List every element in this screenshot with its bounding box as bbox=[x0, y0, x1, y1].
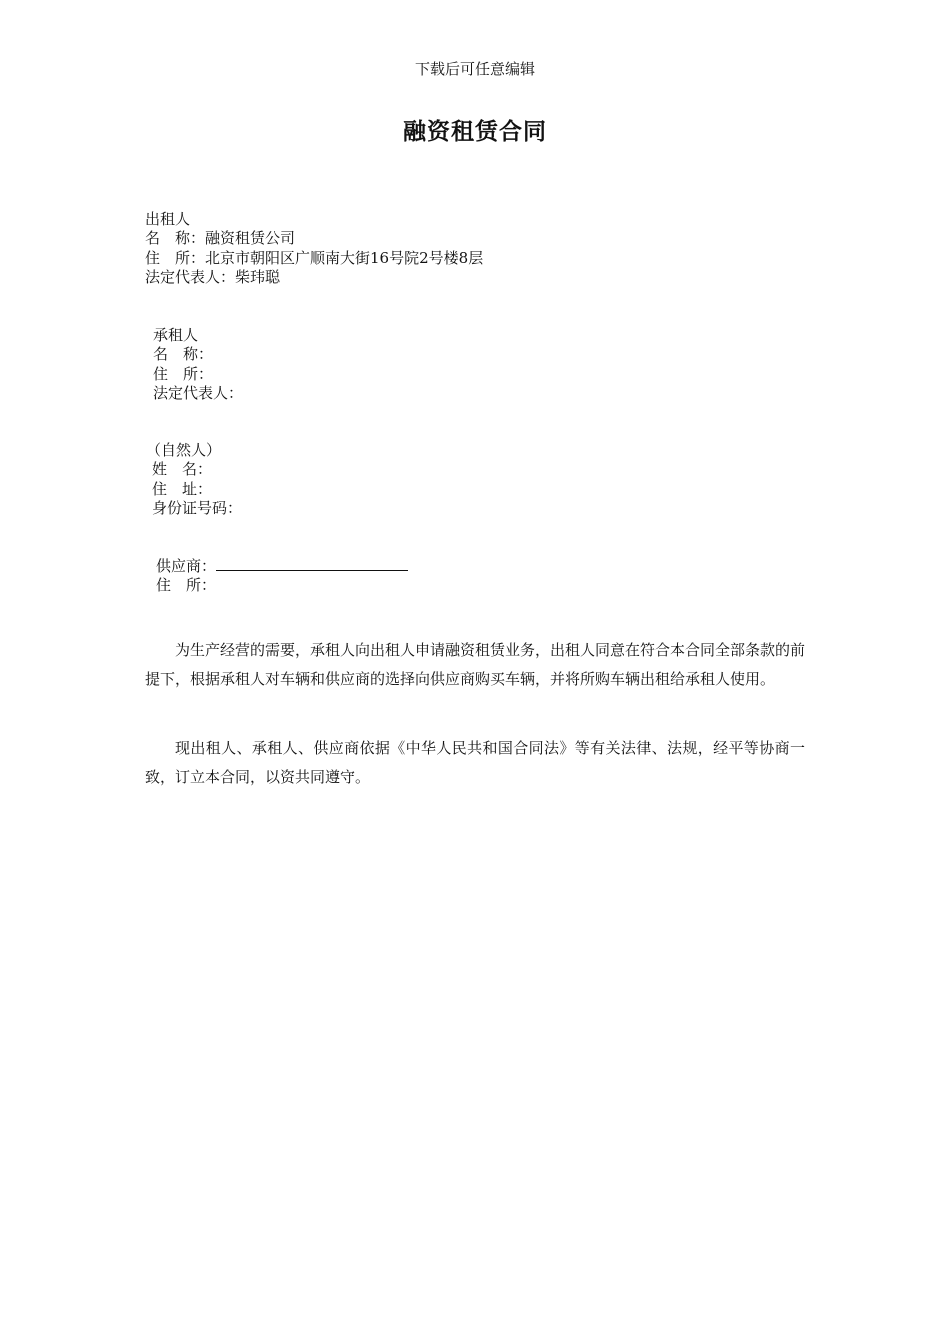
supplier-line bbox=[156, 556, 408, 576]
lessee-rep-label: 法定代表人： bbox=[153, 384, 244, 403]
lessor-name-value: 融资租赁公司 bbox=[205, 229, 296, 248]
supplier-section bbox=[156, 556, 408, 596]
natural-person-name-label: 姓 名： bbox=[152, 460, 213, 479]
lessee-name-label: 名 称： bbox=[153, 345, 214, 364]
natural-person-section bbox=[146, 441, 242, 519]
supplier-address-label: 住 所： bbox=[156, 576, 217, 595]
lessee-section bbox=[153, 326, 243, 404]
preamble-paragraph-1: 为生产经营的需要，承租人向出租人申请融资租赁业务，出租人同意在符合本合同全部条款的前提下，根据承租人对车辆和供应商的选择向供应商购买车辆，并将所购车辆出租给承租人使用。 bbox=[145, 641, 806, 688]
natural-person-heading: （自然人） bbox=[146, 441, 222, 459]
lessee-address-label: 住 所： bbox=[153, 364, 214, 383]
lessor-section bbox=[145, 210, 483, 288]
lessor-name-line bbox=[145, 229, 483, 248]
lessor-heading: 出租人 bbox=[145, 210, 191, 228]
lessor-rep-line bbox=[145, 268, 483, 287]
supplier-blank-field[interactable] bbox=[216, 556, 408, 571]
lessor-address-value: 北京市朝阳区广顺南大街16号院2号楼8层 bbox=[205, 248, 484, 267]
supplier-label: 供应商： bbox=[156, 557, 217, 575]
lessor-address-line bbox=[145, 249, 483, 268]
natural-person-id-label: 身份证号码： bbox=[152, 499, 243, 518]
lessor-rep-label: 法定代表人： bbox=[145, 268, 236, 287]
lessor-rep-value: 柴玮聪 bbox=[235, 268, 281, 287]
document-title: 融资租赁合同 bbox=[403, 118, 547, 145]
lessee-heading: 承租人 bbox=[153, 326, 199, 344]
lessor-name-label: 名 称： bbox=[145, 229, 206, 248]
natural-person-address-label: 住 址： bbox=[152, 479, 213, 498]
header-note: 下载后可任意编辑 bbox=[414, 60, 535, 78]
preamble-paragraph-2: 现出租人、承租人、供应商依据《中华人民共和国合同法》等有关法律、法规，经平等协商一致，订立本合同，以资共同遵守。 bbox=[145, 739, 805, 786]
lessor-address-label: 住 所： bbox=[145, 248, 206, 267]
